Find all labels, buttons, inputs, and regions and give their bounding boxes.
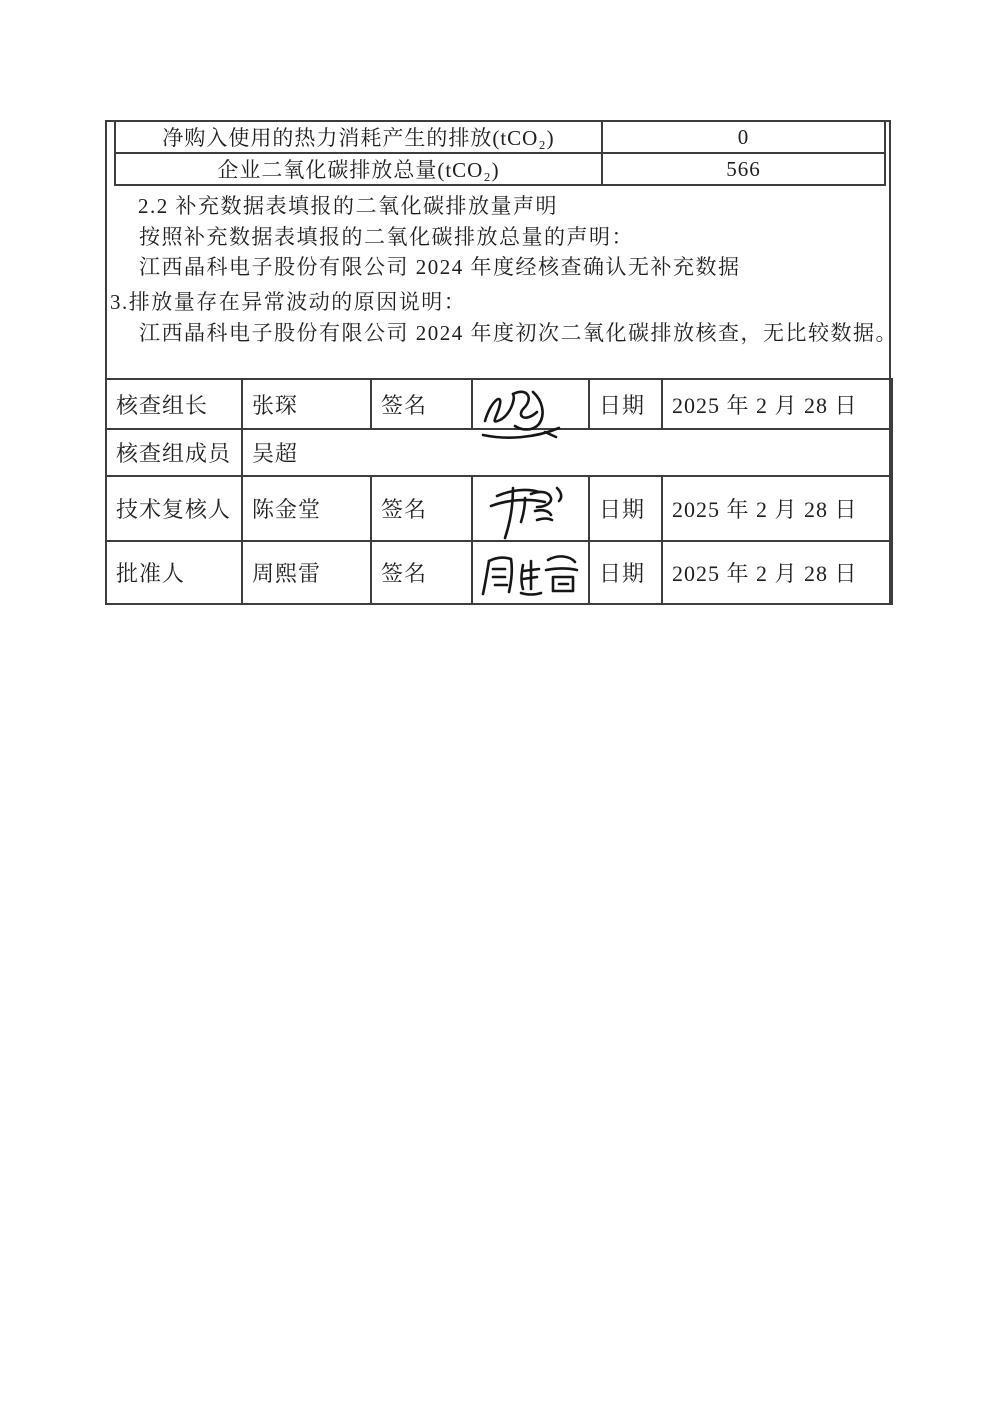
declaration-body-line: 江西晶科电子股份有限公司 2024 年度经核查确认无补充数据 — [139, 255, 741, 279]
emission-totals-table — [114, 120, 886, 186]
section-2-2-heading: 2.2 补充数据表填报的二氧化碳排放量声明 — [138, 194, 558, 218]
table-row-technical-reviewer — [106, 476, 892, 541]
person-name: 周熙雷 — [242, 541, 371, 604]
emission-value-total: 566 — [602, 153, 885, 185]
declaration-intro-line: 按照补充数据表填报的二氧化碳排放总量的声明： — [139, 225, 634, 249]
sign-label: 签名 — [371, 476, 472, 541]
date-value: 2025 年 2 月 28 日 — [662, 379, 892, 429]
table-row-team-leader — [106, 379, 892, 429]
section-3-body-line: 江西晶科电子股份有限公司 2024 年度初次二氧化碳排放核查，无比较数据。 — [139, 321, 898, 345]
table-row — [115, 121, 885, 153]
date-value: 2025 年 2 月 28 日 — [662, 476, 892, 541]
emission-label-heat: 净购入使用的热力消耗产生的排放(tCO₂) — [115, 121, 602, 153]
signoff-table — [105, 378, 893, 605]
date-label: 日期 — [589, 476, 662, 541]
role-label: 核查组成员 — [106, 429, 242, 476]
date-label: 日期 — [589, 379, 662, 429]
signature-cell — [472, 476, 589, 541]
date-label: 日期 — [589, 541, 662, 604]
table-row-team-member — [106, 429, 892, 476]
person-name: 吴超 — [242, 429, 892, 476]
role-label: 核查组长 — [106, 379, 242, 429]
role-label: 技术复核人 — [106, 476, 242, 541]
date-value: 2025 年 2 月 28 日 — [662, 541, 892, 604]
emission-value-heat: 0 — [602, 121, 885, 153]
signature-cell — [472, 541, 589, 604]
table-row-approver — [106, 541, 892, 604]
sign-label: 签名 — [371, 541, 472, 604]
person-name: 张琛 — [242, 379, 371, 429]
role-label: 批准人 — [106, 541, 242, 604]
section-3-heading: 3.排放量存在异常波动的原因说明： — [110, 290, 467, 314]
emission-label-total: 企业二氧化碳排放总量(tCO₂) — [115, 153, 602, 185]
sign-label: 签名 — [371, 379, 472, 429]
signature-cell — [472, 379, 589, 429]
person-name: 陈金堂 — [242, 476, 371, 541]
table-row — [115, 153, 885, 185]
